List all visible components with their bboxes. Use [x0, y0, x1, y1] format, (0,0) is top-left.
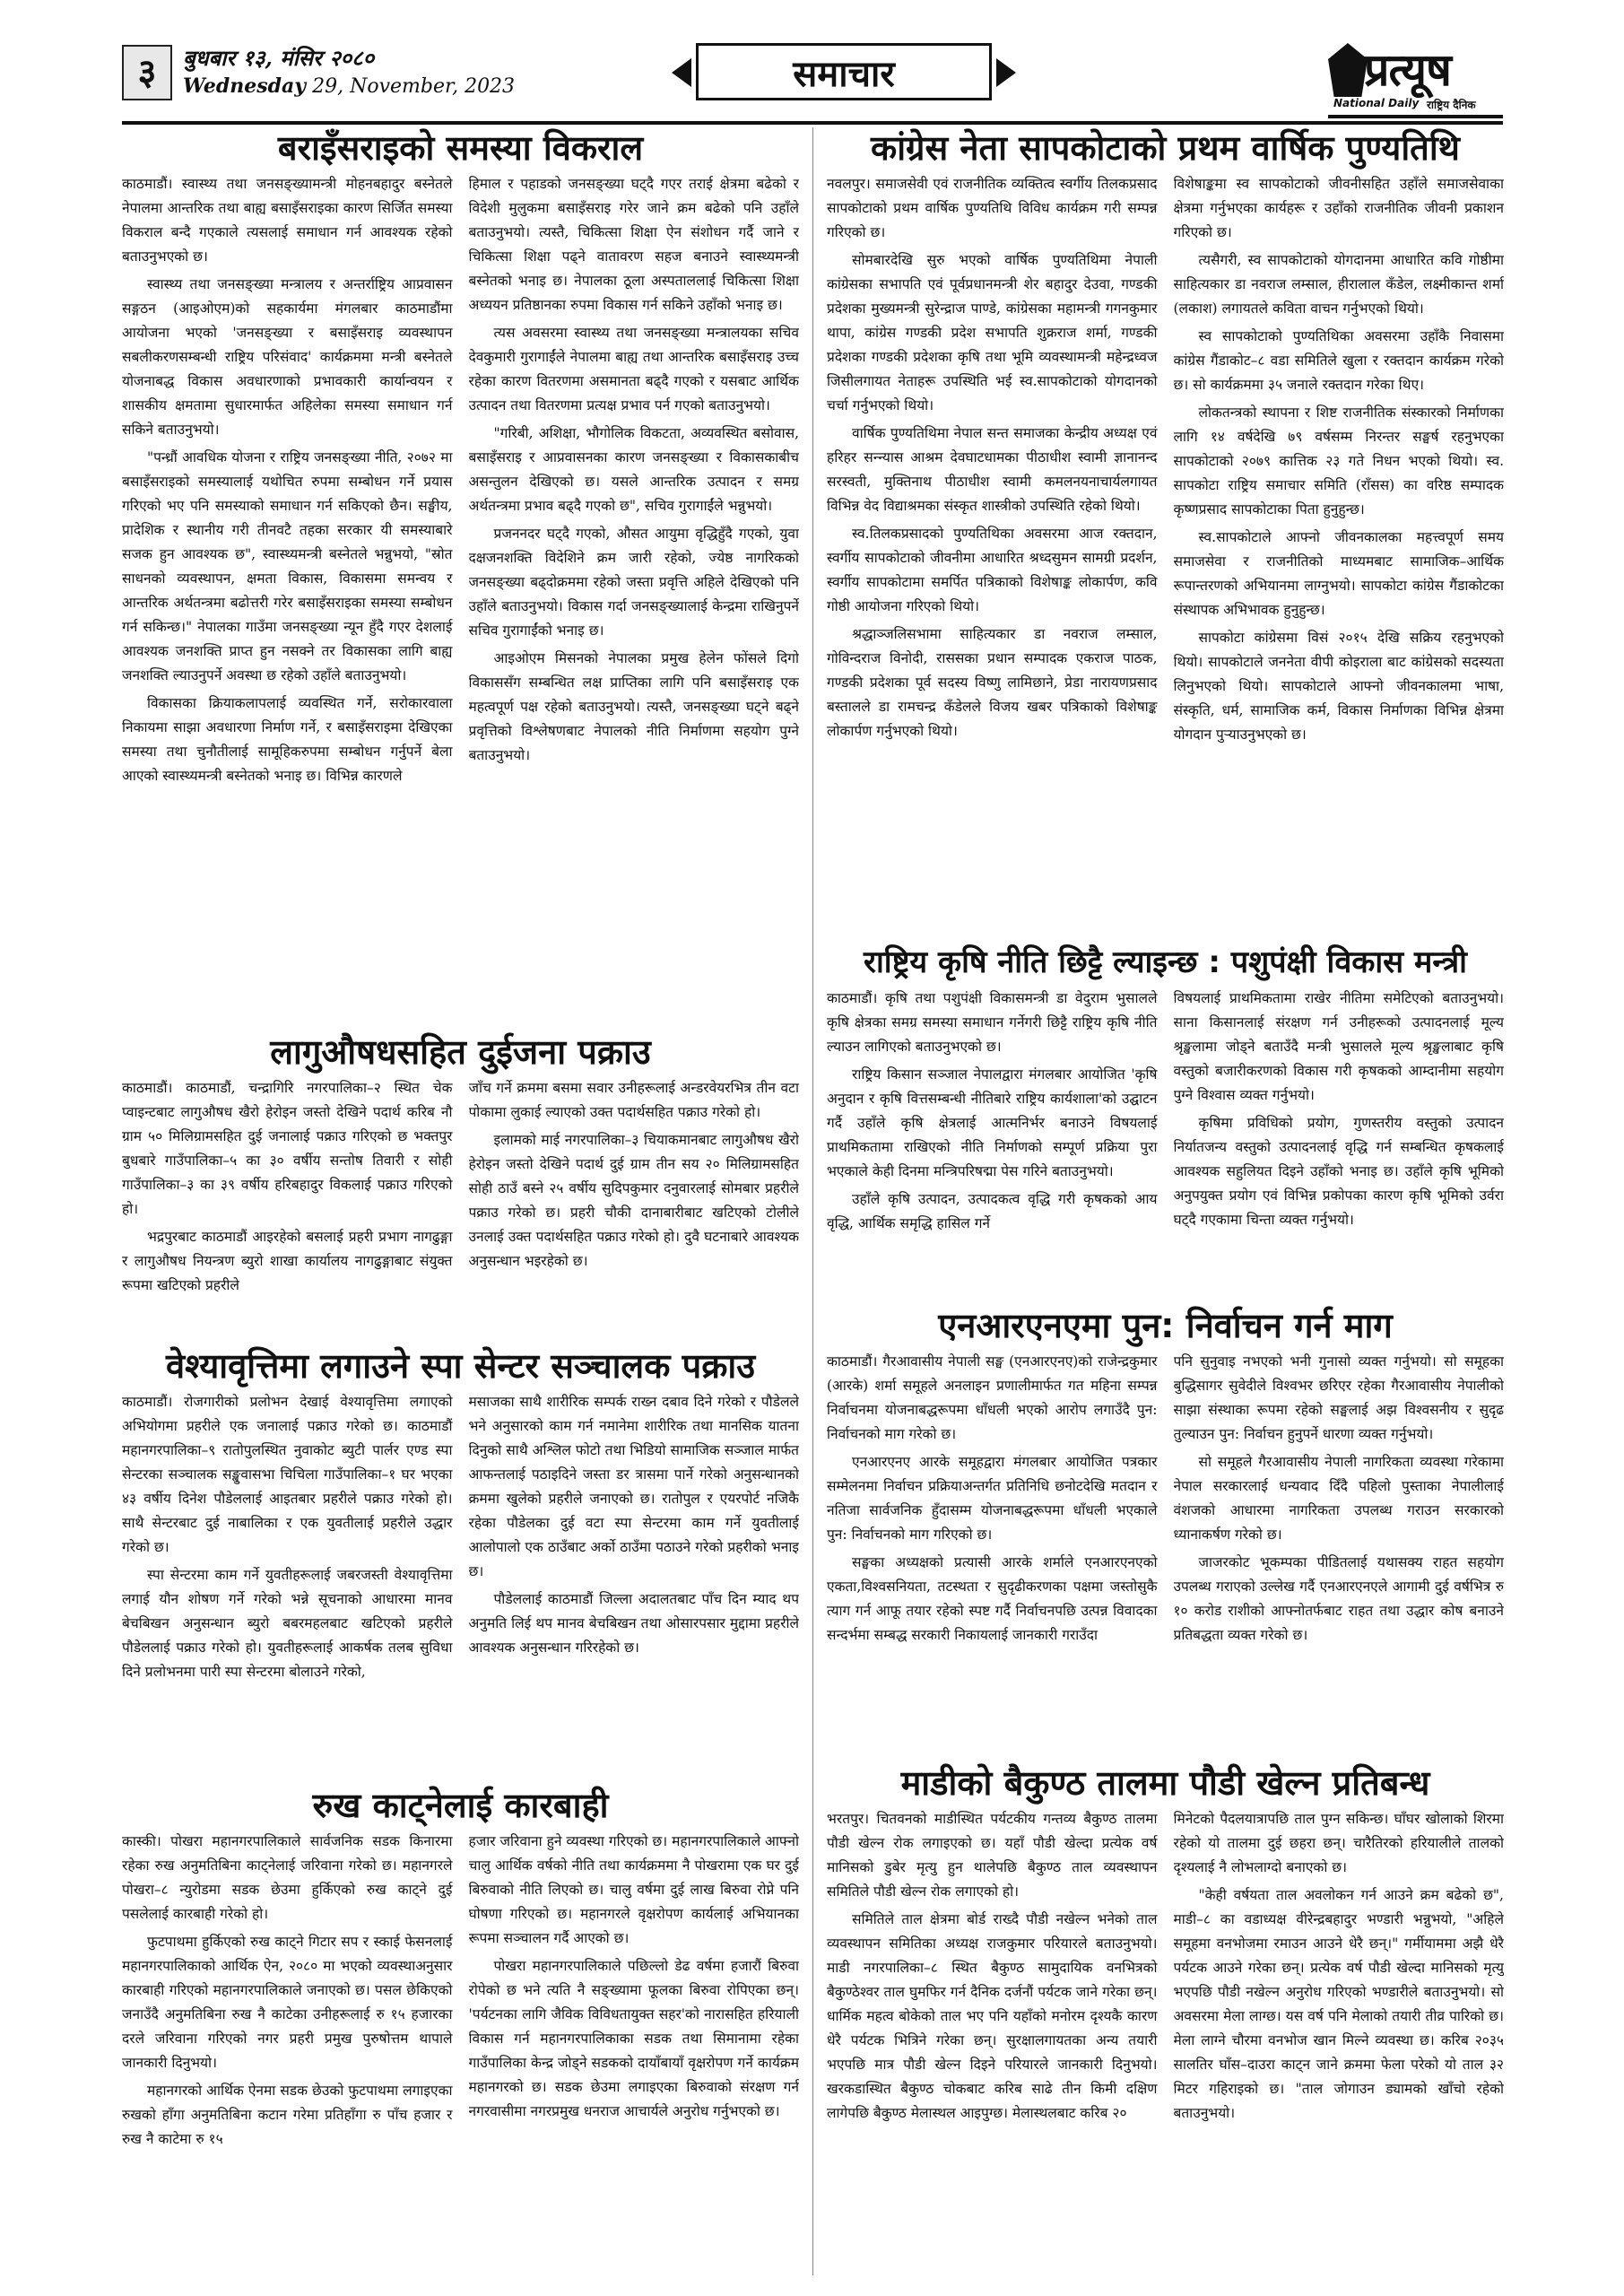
paragraph: विकासका क्रियाकलापलाई व्यवस्थित गर्ने, सरोकारवाला निकायमा साझा अवधारणा निर्माण गर्ने, र बसाइँसराइमा देखिएका समस्या तथा चुनौतीलाई सामूहिकरुपमा सम्बोधन गर्नुपर्ने बेला आएको स्वास्थ्यमन्त्री बस्नेतको भनाइ छ। विभिन्न कारणले [122, 695, 453, 784]
article-column [827, 172, 1158, 935]
paragraph: कृषिमा प्रविधिको प्रयोग, गुणस्तरीय वस्तुको उत्पादन निर्यातजन्य वस्तुको उत्पादनलाई वृद्धि गर्न सम्बन्धित कृषकलाई आवश्यक सहुलियत दिइने उहाँको भनाइ छ। उहाँले कृषि भूमिको अनुपयुक्त प्रयोग एवं विभिन्न प्रकोपका कारण कृषि भूमिको उर्वरा घट्दै गएकामा चिन्ता व्यक्त गर्नुभयो। [1173, 1115, 1504, 1228]
paragraph: जाजरकोट भूकम्पका पीडितलाई यथासक्य राहत सहयोग उपलब्ध गराएको उल्लेख गर्दै एनआरएनएले आगामी दुई वर्षभित्र रु १० करोड राशीको आफ्नोतर्फबाट राहत तथा उद्धार कोष बनाउने प्रतिबद्धता व्यक्त गरेको छ। [1173, 1554, 1504, 1643]
paragraph: स्पा सेन्टरमा काम गर्ने युवतीहरूलाई जबरजस्ती वेश्यावृत्तिमा लगाई यौन शोषण गर्ने गरेको भन्ने सूचनाको आधारमा मानव बेचबिखन अनुसन्धान ब्युरो बबरमहलबाट खटिएको प्रहरीले पौडेललाई पक्राउ गरेको हो। युवतीहरूलाई आकर्षक तलब सुविधा दिने प्रलोभनमा पारी स्पा सेन्टरमा बोलाउने गरेको, [122, 1567, 453, 1680]
paragraph: त्यस अवसरमा स्वास्थ्य तथा जनसङ्ख्या मन्त्रालयका सचिव देवकुमारी गुरागाईंले नेपालमा बाह्य तथा आन्तरिक बसाइँसराइ उच्च रहेका कारण वितरणमा असमानता बढ्दै गएको र यसबाट आर्थिक उत्पादन तथा वितरणमा प्रत्यक्ष प्रभाव पर्न गएको बताउनुभयो। [468, 325, 799, 413]
paragraph: स्व.तिलकप्रसादको पुण्यतिथिका अवसरमा आज रक्तदान, स्वर्गीय सापकोटाको जीवनीमा आधारित श्रध्दसुमन सामग्री प्रदर्शन, स्वर्गीय सापकोटामा समर्पित पत्रिकाको विशेषाङ्क लोकार्पण, कवि गोष्ठी आयोजना गरिएको थियो। [827, 526, 1158, 614]
logo-subtitle-np: राष्ट्रिय दैनिक [1427, 99, 1476, 111]
article-column [827, 987, 1158, 1296]
paragraph: विशेषाङ्कमा स्व सापकोटाको जीवनीसहित उहाँले समाजसेवाका क्षेत्रमा गर्नुभएका कार्यहरू र उहाँको राजनीतिक जीवनी प्रकाशन गरिएको छ। [1173, 176, 1504, 240]
section-title: समाचार [793, 53, 895, 95]
article-column [469, 172, 800, 1024]
paragraph: पनि सुनुवाइ नभएको भनी गुनासो व्यक्त गर्नुभयो। सो समूहका बुद्धिसागर सुवेदीले विश्वभर छरिएर रहेका गैरआवासीय नेपालीको साझा संस्थाका रूपमा रहेको सङ्घलाई अझ विश्वसनीय र सुदृढ तुल्याउन पुन: निर्वाचन हुनुपर्ने धारणा व्यक्त गर्नुभयो। [1173, 1353, 1504, 1442]
headline: रुख काट्नेलाई कारबाही [312, 1786, 609, 1825]
paragraph: स्व.सापकोटाले आफ्नो जीवनकालका महत्त्वपूर्ण समय समाजसेवा र राजनीतिको माध्यमबाट सामाजिक–आर्थिक रूपान्तरणको अभियानमा लाग्नुभयो। सापकोटा कांग्रेस गैंडाकोटका संस्थापक अभिभावक हुनुहुन्छ। [1173, 529, 1504, 618]
article-column [469, 1076, 800, 1336]
article-congress [827, 127, 1504, 939]
headline: बराइँसराइको समस्या विकराल [277, 128, 644, 168]
article-column [122, 1076, 453, 1336]
left-arrow-icon [672, 58, 691, 87]
article-column [122, 172, 453, 1024]
paragraph: मसाजका साथै शारीरिक सम्पर्क राख्न दबाव दिने गरेको र पौडेलले भने अनुसारको काम गर्न नमानेमा शारीरिक तथा मानसिक यातना दिनुको साथै अश्लिल फोटो तथा भिडियो सामाजिक सञ्जाल मार्फत आफन्तलाई पठाइदिने जस्ता डर त्रासमा पार्ने गरेको अनुसन्धानको क्रममा खुलेको प्रहरीले जनाएको छ। रातोपुल र एयरपोर्ट नजिकै रहेका पौडेलका दुई वटा स्पा सेन्टरमा काम गर्ने युवतीलाई आलोपालो एक ठाउँबाट अर्को ठाउँमा पठाउने गरेको प्रहरीको भनाइ छ। [468, 1394, 799, 1579]
paragraph: स्वास्थ्य तथा जनसङ्ख्या मन्त्रालय र अन्तर्राष्ट्रिय आप्रवासन सङ्गठन (आइओएम)को सहकार्यमा मंगलबार काठमाडौंमा आयोजना भएको 'जनसङ्ख्या र बसाइँसराइ व्यवस्थापन सबलीकरणसम्बन्धी राष्ट्रिय परिसंवाद' कार्यक्रममा मन्त्री बस्नेतले योजनाबद्ध विकास अवधारणाको प्रभावकारी कार्यान्वयन र शासकीय क्षमतामा सुधारमार्फत अहिलेका समस्या समाधान गर्न सकिने बताउनुभयो। [122, 276, 453, 438]
paragraph: महानगरको आर्थिक ऐनमा सडक छेउको फुटपाथमा लगाइएका रुखको हाँगा अनुमतिबिना कटान गरेमा प्रतिहाँगा रु पाँच हजार र रुख नै काटेमा रु १५ [122, 2083, 453, 2147]
paragraph: सङ्घका अध्यक्षको प्रत्यासी आरके शर्माले एनआरएनएको एकता,विश्वसनियता, तटस्थता र सुदृढीकरणका पक्षमा जस्तोसुकै त्याग गर्न आफू तयार रहेको स्पष्ट गर्दै निर्वाचनपछि उत्पन्न विवादका सन्दर्भमा सम्बद्ध सरकारी निकायलाई जानकारी गराउँदा [827, 1554, 1158, 1643]
masthead [122, 36, 1503, 121]
paragraph: काठमाडौं। रोजगारीको प्रलोभन देखाई वेश्यावृत्तिमा लगाएको अभियोगमा प्रहरीले एक जनालाई पक्राउ गरेको छ। काठमाडौं महानगरपालिका–९ रातोपुलस्थित नुवाकोट ब्युटी पार्लर एण्ड स्पा सेन्टरका सञ्चालक सङ्खुवासभा चिचिला गाउँपालिका–१ घर भएका ४३ वर्षीय दिनेश पौडेललाई आइतबार प्रहरीले पक्राउ गरेको हो। साथै सेन्टरबाट दुई नाबालिका र एक युवतीलाई प्रहरीले उद्धार गरेको छ। [122, 1394, 453, 1555]
paragraph: सापकोटा कांग्रेसमा विसं २०१५ देखि सक्रिय रहनुभएको थियो। सापकोटाले जननेता वीपी कोइराला बाट कांग्रेसको सदस्यता लिनुभएको थियो। सापकोटाले आफ्नो जीवनकालमा भाषा, संस्कृति, धर्म, सामाजिक कर्म, विकास निर्माणका विभिन्न क्षेत्रमा योगदान पुर्‍याउनुभएको छ। [1173, 630, 1504, 743]
article-column [469, 1390, 800, 1776]
paragraph: नवलपुर। समाजसेवी एवं राजनीतिक व्यक्तित्व स्वर्गीय तिलकप्रसाद सापकोटाको प्रथम वार्षिक पुण्यतिथि विविध कार्यक्रम गरी सम्पन्न गरिएको छ। [827, 176, 1158, 240]
article-beshyabritti [122, 1345, 799, 1780]
section-label [696, 43, 992, 100]
right-arrow-icon [996, 58, 1016, 87]
center-column-divider [812, 127, 813, 2275]
paragraph: वार्षिक पुण्यतिथिमा नेपाल सन्त समाजका केन्द्रीय अध्यक्ष एवं हरिहर सन्न्यास आश्रम देवघाटधामका पीठाधीश स्वामी ज्ञानानन्द सरस्वती, मुक्तिनाथ पीठाधीश स्वामी कमलनयनाचार्यलगायत विभिन्न वेद विद्याश्रमका संस्कृत शास्त्रीको उपस्थिति रहेको थियो। [827, 425, 1158, 514]
article-rukh [122, 1785, 799, 2274]
paragraph: काठमाडौं। कृषि तथा पशुपंक्षी विकासमन्त्री डा वेदुराम भुसालले कृषि क्षेत्रका समग्र समस्या समाधान गर्नेगरी छिट्टै राष्ट्रिय कृषि नीति ल्याउन लागिएको बताउनुभएको छ। [827, 990, 1158, 1055]
headline: कांग्रेस नेता सापकोटाको प्रथम वार्षिक पुण्यतिथि [871, 128, 1460, 168]
article-column [1174, 172, 1505, 935]
headline: राष्ट्रिय कृषि नीति छिट्टै ल्याइन्छ : पशुपंक्षी विकास मन्त्री [864, 944, 1467, 980]
article-column [122, 1830, 453, 2269]
article-column [1174, 1807, 1505, 2269]
paragraph: प्रजननदर घट्दै गएको, औसत आयुमा वृद्धिहुँदै गएको, युवा दक्षजनशक्ति विदेशिने क्रम जारी रहेको, ज्येष्ठ नागरिकको जनसङ्ख्या बढ्दोक्रममा रहेको जस्ता प्रवृत्ति अहिले देखिएको पनि उहाँले बताउनुभयो। विकास गर्दा जनसङ्ख्यालाई केन्द्रमा राखिनुपर्ने सचिव गुरागाईंको भनाइ छ। [468, 526, 799, 639]
masthead-rule [122, 121, 1503, 125]
paragraph: कास्की। पोखरा महानगरपालिकाले सार्वजनिक सडक किनारमा रहेका रुख अनुमतिबिना काट्नेलाई जरिवाना गरेको छ। महानगरले पोखरा–८ न्युरोडमा सडक छेउमा हुर्किएको रुख काट्ने दुई पसलेलाई कारबाही गरेको हो। [122, 1833, 453, 1922]
date-english-day: Wednesday [183, 74, 307, 98]
issue-date [183, 43, 515, 98]
paragraph: उहाँले कृषि उत्पादन, उत्पादकत्व वृद्धि गरी कृषकको आय वृद्धि, आर्थिक समृद्धि हासिल गर्ने [827, 1191, 1158, 1231]
article-column [469, 1830, 800, 2269]
article-lagaushadh [122, 1031, 799, 1341]
article-column [827, 1807, 1158, 2269]
paragraph: आइओएम मिसनको नेपालका प्रमुख हेलेन फोंसले दिगो विकाससँग सम्बन्धित लक्ष प्राप्तिका लागि पनि बसाइँसराइ एक महत्वपूर्ण पक्ष रहेको बताउनुभयो। त्यस्तै, जनसङ्ख्या घट्ने बढ्ने प्रवृत्तिको विश्लेषणबाट नेपालको नीति निर्माणमा सहयोग पुग्ने बताउनुभयो। [468, 650, 799, 763]
article-column [1174, 1350, 1505, 1753]
article-column [1174, 987, 1505, 1296]
paragraph: समितिले ताल क्षेत्रमा बोर्ड राख्दै पौडी नखेल्न भनेको ताल व्यवस्थापन समितिका अध्यक्ष राजकुमार परियारले बताउनुभयो। माडी नगरपालिका–८ स्थित बैकुण्ठ सामुदायिक वनभित्रको बैकुण्ठेश्वर ताल घुमफिर गर्न दैनिक दर्जनौं पर्यटक जाने गरेका छन्। धार्मिक महत्व बोकेको ताल भए पनि यहाँको मनोरम दृश्यकै कारण धेरै पर्यटक भित्रिने गरेका छन्। सुरक्षालगायतका अन्य तयारी भएपछि मात्र पौडी खेल्न दिइने परियारले जानकारी दिनुभयो। खरकडास्थित बैकुण्ठ चोकबाट करिब साढे तीन किमी दक्षिण लागेपछि बैकुण्ठ मेलास्थल आइपुग्छ। मेलास्थलबाट करिब २० [827, 1911, 1158, 2121]
paragraph: जाँच गर्ने क्रममा बसमा सवार उनीहरूलाई अन्डरवेयरभित्र तीन वटा पोकामा लुकाई ल्याएको उक्त पदार्थसहित पक्राउ गरेको हो। [468, 1080, 799, 1120]
paragraph: "पन्ध्रौं आवधिक योजना र राष्ट्रिय जनसङ्ख्या नीति, २०७२ मा बसाइँसराइको समस्यालाई यथोचित रुपमा सम्बोधन गर्ने प्रयास गरिएको भए पनि समस्याको समाधान गर्न सकिएको छैन। सङ्घीय, प्रादेशिक र स्थानीय गरी तीनवटै तहका सरकार यी समस्याबारे सजक हुन आवश्यक छ", स्वास्थ्यमन्त्री बस्नेतले भन्नुभयो, "स्रोत साधनको व्यवस्थापन, क्षमता विकास, विकासमा समन्वय र आन्तरिक अर्थतन्त्रमा बढोत्तरी गरेर बसाइँसराइका समस्या सम्बोधन गर्न सकिन्छ।" नेपालका गाउँमा जनसङ्ख्या न्यून हुँदै गएर देशलाई आवश्यक जनशक्ति प्राप्त हुन नसक्ने तर विकासका लागि बाह्य जनशक्ति ल्याउनुपर्ने अवस्था छ रहेको उहाँले बताउनुभयो। [122, 449, 453, 683]
paragraph: फुटपाथमा हुर्किएको रुख काट्ने गिटार सप र स्काई फेसनलाई महानगरपालिकाको आर्थिक ऐन, २०८० मा भएको व्यवस्थाअनुसार कारबाही गरिएको महानगरपालिकाले जनाएको छ। पसल छेकिएको जनाउँदै अनुमतिबिना रुख नै काटेका उनीहरूलाई रु १५ हजारका दरले जरिवाना गरिएको नगर प्रहरी प्रमुख पुरुषोत्तम थापाले जानकारी दिनुभयो। [122, 1934, 453, 2071]
paragraph: श्रद्धाञ्जलिसभामा साहित्यकार डा नवराज लम्साल, गोविन्दराज विनोदी, राससका प्रधान सम्पादक एकराज पाठक, गण्डकी प्रदेशका पूर्व सदस्य विष्णु लामिछाने, प्रेडा नारायणप्रसाद बस्तालले डा रामचन्द्र कँडेलले विजय खबर पत्रिकाको विशेषाङ्क लोकार्पण गर्नुभएको थियो। [827, 626, 1158, 739]
date-english [183, 74, 515, 98]
newspaper-logo [1328, 36, 1503, 118]
article-baraiyan [122, 127, 799, 1029]
paragraph: काठमाडौं। स्वास्थ्य तथा जनसङ्ख्यामन्त्री मोहनबहादुर बस्नेतले नेपालमा आन्तरिक तथा बाह्य बसाइँसराइका कारण सिर्जित समस्या विकराल बन्दै गएकाले त्यसलाई समाधान गर्न आवश्यक रहेको बताउनुभएको छ। [122, 176, 453, 265]
emblem-icon [1328, 43, 1368, 97]
paragraph: राष्ट्रिय किसान सञ्जाल नेपालद्वारा मंगलबार आयोजित 'कृषि अनुदान र कृषि वित्तसम्बन्धी नीतिबारे राष्ट्रिय कार्यशाला'को उद्घाटन गर्दै उहाँले कृषि क्षेत्रलाई आत्मनिर्भर बनाउने विषयलाई प्राथमिकतामा राखिएको नीति निर्माणको सम्पूर्ण प्रक्रिया पुरा भएकाले केही दिनमा मन्त्रिपरिषद्मा पेस गरिने बताउनुभयो। [827, 1066, 1158, 1179]
article-madi [827, 1762, 1504, 2274]
paragraph: "गरिबी, अशिक्षा, भौगोलिक विकटता, अव्यवस्थित बसोवास, बसाइँसराइ र आप्रवासनका कारण जनसङ्ख्या र विकासकाबीच असन्तुलन देखिएको छ। यसले आन्तरिक उत्पादन र समग्र अर्थतन्त्रमा प्रभाव बढ्दै गएको छ", सचिव गुरागाईंले भन्नुभयो। [468, 425, 799, 514]
date-english-rest: 29, November, 2023 [312, 75, 516, 98]
paragraph: विषयलाई प्राथमिकतामा राखेर नीतिमा समेटिएको बताउनुभयो। साना किसानलाई संरक्षण गर्न उनीहरूको उत्पादनलाई मूल्य श्रृङ्खलामा जोड्ने बताउँदै मन्त्री भुसालले मूल्य श्रृङ्खलाबाट कृषि वस्तुको बजारीकरणको विकास गरी कृषकको आम्दानीमा सहयोग पुग्ने विश्वास व्यक्त गर्नुभयो। [1173, 990, 1504, 1103]
paragraph: भरतपुर। चितवनको माडीस्थित पर्यटकीय गन्तव्य बैकुण्ठ तालमा पौडी खेल्न रोक लगाइएको छ। यहाँ पौडी खेल्दा प्रत्येक वर्ष मानिसको डुबेर मृत्यु हुन थालेपछि बैकुण्ठ ताल व्यवस्थापन समितिले पौडी खेल्न रोक लगाएको हो। [827, 1811, 1158, 1900]
logo-wordmark: प्रत्यूष [1364, 43, 1451, 96]
article-column [827, 1350, 1158, 1753]
paragraph: त्यसैगरी, स्व सापकोटाको योगदानमा आधारित कवि गोष्ठीमा साहित्यकार डा नवराज लम्साल, हीरालाल कँडेल, लक्ष्मीकान्त शर्मा (लकाश) लगायतले कविता वाचन गर्नुभएको थियो। [1173, 252, 1504, 317]
paragraph: सोमबारदेखि सुरु भएको वार्षिक पुण्यतिथिमा नेपाली कांग्रेसका सभापति एवं पूर्वप्रधानमन्त्री शेर बहादुर देउवा, गण्डकी प्रदेशका मुख्यमन्त्री सुरेन्द्राज पाण्डे, कांग्रेसका महामन्त्री गगनकुमार थापा, कांग्रेस गण्डकी प्रदेश सभापति शुक्रराज शर्मा, गण्डकी प्रदेशका गण्डकी प्रदेशका कृषि तथा भूमि व्यवस्थामन्त्री महेन्द्रध्वज जिसीलगायत नेताहरू उपस्थिति भई स्व.सापकोटाको योगदानको चर्चा गर्नुभएको थियो। [827, 252, 1158, 413]
paragraph: पोखरा महानगरपालिकाले पछिल्लो डेढ वर्षमा हजारौं बिरुवा रोपेको छ भने त्यति नै सङ्ख्यामा फूलका बिरुवा रोपिएका छन्। 'पर्यटनका लागि जैविक विविधतायुक्त सहर'को नारासहित हरियाली विकास गर्न महानगरपालिकाका सडक तथा सिमानामा रहेका गाउँपालिका केन्द्र जोड्ने सडकको दायाँबायाँ वृक्षरोपण गर्ने कार्यक्रम महानगरको छ। सडक छेउमा लगाइएका बिरुवाको संरक्षण गर्न नगरवासीमा नगरप्रमुख धनराज आचार्यले अनुरोध गर्नुभएको छ। [468, 1958, 799, 2119]
article-nrn [827, 1305, 1504, 1758]
paragraph: एनआरएनए आरके समूहद्वारा मंगलबार आयोजित पत्रकार सम्मेलनमा निर्वाचन प्रक्रियाअन्तर्गत प्रतिनिधि छनोटदेखि मतदान र नतिजा सार्वजनिक हुँदासम्म योजनाबद्धरूपमा धाँधली भएकाले पुन: निर्वाचनको माग गरिएको छ। [827, 1454, 1158, 1543]
headline: एनआरएनएमा पुन: निर्वाचन गर्न माग [938, 1306, 1393, 1345]
article-column [122, 1390, 453, 1776]
paragraph: हजार जरिवाना हुने व्यवस्था गरिएको छ। महानगरपालिकाले आफ्नो चालु आर्थिक वर्षको नीति तथा कार्यक्रममा नै पोखरामा एक घर दुई बिरुवाको नीति लिएको छ। चालु वर्षमा दुई लाख बिरुवा रोप्ने पनि घोषणा गरिएको छ। महानगरले वृक्षरोपण कार्यलाई अभियानका रूपमा सञ्चालन गर्दै आएको छ। [468, 1833, 799, 1946]
paragraph: पौडेललाई काठमाडौं जिल्ला अदालतबाट पाँच दिन म्याद थप अनुमति लिई थप मानव बेचबिखन तथा ओसारपसार मुद्दामा प्रहरीले आवश्यक अनुसन्धान गरिरहेको छ। [468, 1591, 799, 1656]
paragraph: हिमाल र पहाडको जनसङ्ख्या घट्दै गएर तराई क्षेत्रमा बढेको र विदेशी मुलुकमा बसाइँसराइ गरेर जाने क्रम बढेको पनि उहाँले बताउनुभयो। त्यस्तै, चिकित्सा शिक्षा ऐन संशोधन गर्दै जाने र चिकित्सा शिक्षा पढ्ने वातावरण सहज बनाउने स्वास्थ्यमन्त्री बस्नेतको भनाइ छ। नेपालका ठूला अस्पताललाई चिकित्सा शिक्षा अध्ययन प्रतिष्ठानका रुपमा विकास गर्न सकिने उहाँको भनाइ छ। [468, 176, 799, 313]
paragraph: मिनेटको पैदलयात्रापछि ताल पुग्न सकिन्छ। घाँघर खोलाको शिरमा रहेको यो तालमा दुई छहरा छन्। चारैतिरको हरियालीले तालको दृश्यलाई नै लोभलाग्दो बनाएको छ। [1173, 1811, 1504, 1875]
paragraph: इलामको माई नगरपालिका–३ चियाकमानबाट लागुऔषध खैरो हेरोइन जस्तो देखिने पदार्थ दुई ग्राम तीन सय २० मिलिग्रामसहित सोही ठाउँ बस्ने २५ वर्षीय सुदिपकुमार दनुवारलाई सोमबार प्रहरीले पक्राउ गरेको छ। प्रहरी चौकी दानाबारीबाट खटिएको टोलीले उनलाई उक्त पदार्थसहित पक्राउ गरेको हो। दुवै घटनाबारे आवश्यक अनुसन्धान भइरहेको छ। [468, 1132, 799, 1269]
headline: लागुऔषधसहित दुईजना पक्राउ [270, 1032, 651, 1072]
page-number: ३ [122, 45, 172, 100]
paragraph: "केही वर्षयता ताल अवलोकन गर्न आउने क्रम बढेको छ", माडी–८ का वडाध्यक्ष वीरेन्द्रबहादुर भण्डारी भन्नुभयो, "अहिले समूहमा वनभोजमा रमाउन आउने धेरै छन्।" गर्मीयाममा अझै धेरै पर्यटक आउने गरेका छन्। प्रत्येक वर्ष पौडी खेल्दा मानिसको मृत्यु भएपछि पौडी नखेल्न अनुरोध गरिएको भण्डारीले बताउनुभयो। सो अवसरमा मेला लाग्छ। यस वर्ष पनि मेलाको तयारी तीव्र पारिको छ। मेला लाग्ने चौरमा वनभोज खान मिल्ने व्यवस्था छ। करिब २०३५ सालतिर घाँस–दाउरा काट्न जाने क्रममा फेला परेको यो ताल ३२ मिटर गहिराइको छ। "ताल जोगाउन ड्यामको खाँचो रहेको बताउनुभयो। [1173, 1887, 1504, 2121]
headline: वेश्यावृत्तिमा लगाउने स्पा सेन्टर सञ्चालक पक्राउ [165, 1346, 756, 1386]
paragraph: लोकतन्त्रको स्थापना र शिष्ट राजनीतिक संस्कारको निर्माणका लागि १४ वर्षदेखि ७९ वर्षसम्म निरन्तर सङ्घर्ष रहनुभएका सापकोटाको २०७९ कात्तिक २३ गते निधन भएको थियो। स्व. सापकोटा राष्ट्रिय समाचार समिति (राँसस) का वरिष्ठ सम्पादक कृष्णप्रसाद सापकोटाका पिता हुनुहुन्छ। [1173, 404, 1504, 517]
paragraph: स्व सापकोटाको पुण्यतिथिका अवसरमा उहाँकै निवासमा कांग्रेस गैंडाकोट–८ वडा समितिले खुला र रक्तदान कार्यक्रम गरेको छ। सो कार्यक्रममा ३५ जनाले रक्तदान गरेका थिए। [1173, 328, 1504, 393]
logo-subtitle-en: National Daily [1333, 97, 1420, 109]
paragraph: काठमाडौं। काठमाडौं, चन्द्रागिरि नगरपालिका–२ स्थित चेक प्वाइन्टबाट लागुऔषध खैरो हेरोइन जस्तो देखिने पदार्थ करिब नौ ग्राम ५० मिलिग्रामसहित दुई जनालाई पक्राउ गरिएको छ भक्तपुर बुधबारे गाउँपालिका–५ का ३० वर्षीय सन्तोष तिवारी र सोही गाउँपालिका–३ का ३९ वर्षीय हरिबहादुर विकलाई पक्राउ गरिएको हो। [122, 1080, 453, 1217]
headline: माडीको बैकुण्ठ तालमा पौडी खेल्न प्रतिबन्ध [900, 1763, 1430, 1803]
paragraph: सो समूहले गैरआवासीय नेपाली नागरिकता व्यवस्था गरेकामा नेपाल सरकारलाई धन्यवाद दिँदै पहिलो पुस्ताका नेपालीलाई वंशजको आधारमा नागरिकता उपलब्ध गराउन सरकारको ध्यानाकर्षण गरेको छ। [1173, 1454, 1504, 1543]
paragraph: काठमाडौं। गैरआवासीय नेपाली सङ्घ (एनआरएनए)को राजेन्द्रकुमार (आरके) शर्मा समूहले अनलाइन प्रणालीमार्फत गत महिना सम्पन्न निर्वाचनमा योजनाबद्धरूपमा धाँधली भएको आरोप लगाउँदै पुन: निर्वाचनको माग गरेको छ। [827, 1353, 1158, 1442]
article-krishi [827, 942, 1504, 1300]
date-nepali: बुधबार १३, मंसिर २०८० [183, 45, 375, 71]
paragraph: भद्रपुरबाट काठमाडौं आइरहेको बसलाई प्रहरी प्रभाग नागढुङ्गा र लागुऔषध नियन्त्रण ब्युरो शाखा कार्यालय नागढुङ्गाबाट संयुक्त रूपमा खटिएको प्रहरीले [122, 1229, 453, 1293]
